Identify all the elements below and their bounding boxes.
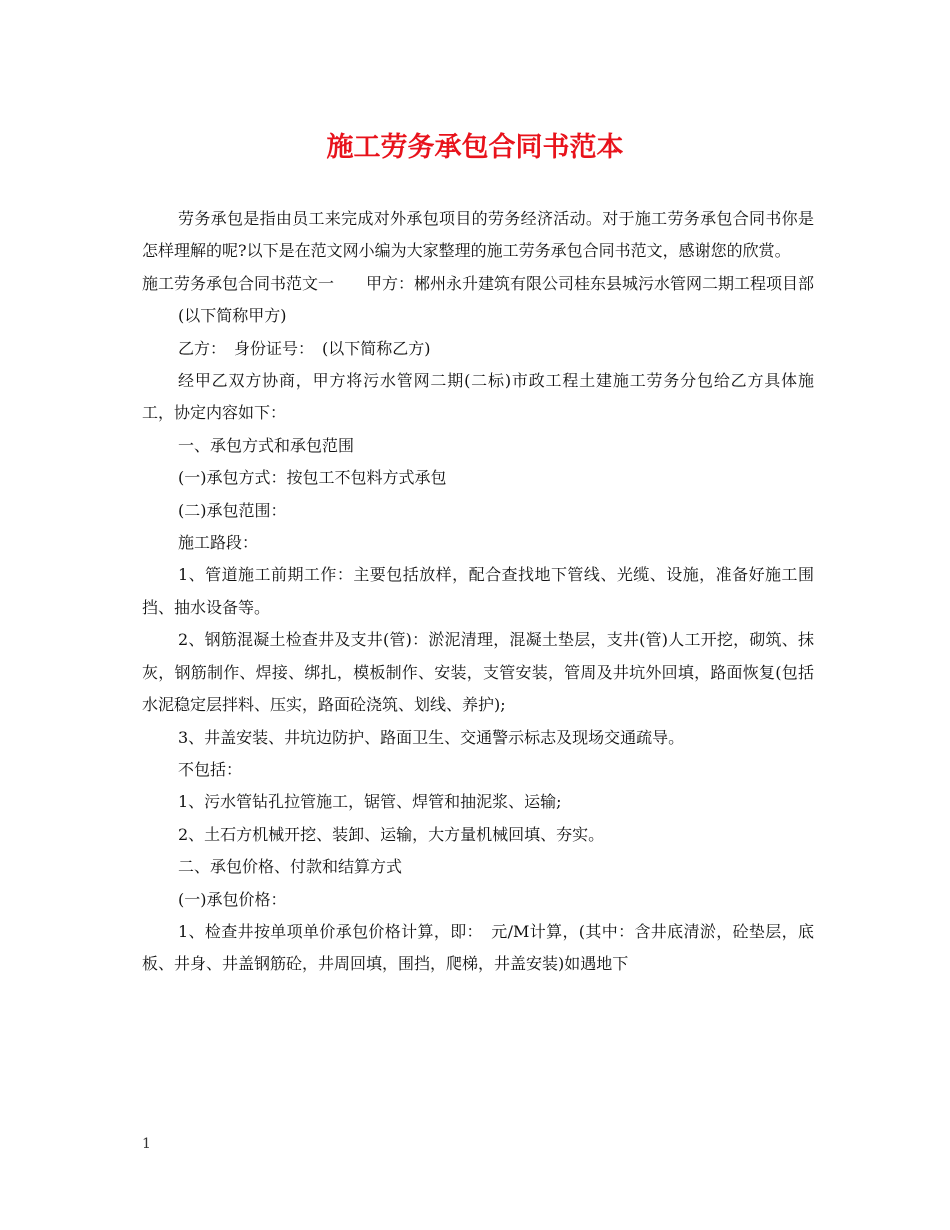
paragraph: 施工路段： [178, 533, 259, 553]
list-item: 3、井盖安装、井坑边防护、路面卫生、交通警示标志及现场交通疏导。 [178, 727, 685, 747]
list-item: 2、土石方机械开挖、装卸、运输，大方量机械回填、夯实。 [178, 824, 605, 844]
document-body [142, 203, 814, 981]
paragraph: (以下简称甲方) [178, 306, 287, 326]
list-item: 1、污水管钻孔拉管施工，锯管、焊管和抽泥浆、运输; [178, 792, 562, 812]
list-item: 1、检查井按单项单价承包价格计算，即： 元/M计算，(其中：含井底清淤，砼垫层，底板、井身、井盖钢筋砼，井周回填，围挡，爬梯，井盖安装)如遇地下 [142, 921, 814, 974]
paragraph: (二)承包范围： [178, 500, 287, 520]
paragraph: 施工劳务承包合同书范文一 甲方：郴州永升建筑有限公司桂东县城污水管网二期工程项目部 [142, 273, 815, 293]
paragraph: 不包括： [178, 759, 243, 779]
page-number: 1 [142, 1136, 151, 1152]
paragraph: (一)承包方式：按包工不包料方式承包 [178, 468, 447, 488]
list-item: 1、管道施工前期工作：主要包括放样，配合查找地下管线、光缆、设施，准备好施工围挡、抽水设备等。 [142, 565, 814, 617]
list-item: 2、钢筋混凝土检查井及支井(管)：淤泥清理，混凝土垫层，支井(管)人工开挖，砌筑、抹灰，钢筋制作、焊接、绑扎，模板制作、安装，支管安装，管周及井坑外回填，路面恢复(包括水泥稳定层拌料、压实，路面砼浇筑、划线、养护); [142, 630, 814, 715]
section-heading: 二、承包价格、付款和结算方式 [178, 857, 403, 877]
paragraph: 劳务承包是指由员工来完成对外承包项目的劳务经济活动。对于施工劳务承包合同书你是怎样理解的呢?以下是在范文网小编为大家整理的施工劳务承包合同书范文，感谢您的欣赏。 [142, 209, 814, 261]
paragraph: 乙方： 身份证号： (以下简称乙方) [178, 338, 431, 358]
paragraph: (一)承包价格： [178, 889, 287, 909]
section-heading: 一、承包方式和承包范围 [178, 435, 355, 455]
paragraph: 经甲乙双方协商，甲方将污水管网二期(二标)市政工程土建施工劳务分包给乙方具体施工，协定内容如下： [142, 371, 814, 423]
document-title: 施工劳务承包合同书范本 [326, 132, 624, 163]
